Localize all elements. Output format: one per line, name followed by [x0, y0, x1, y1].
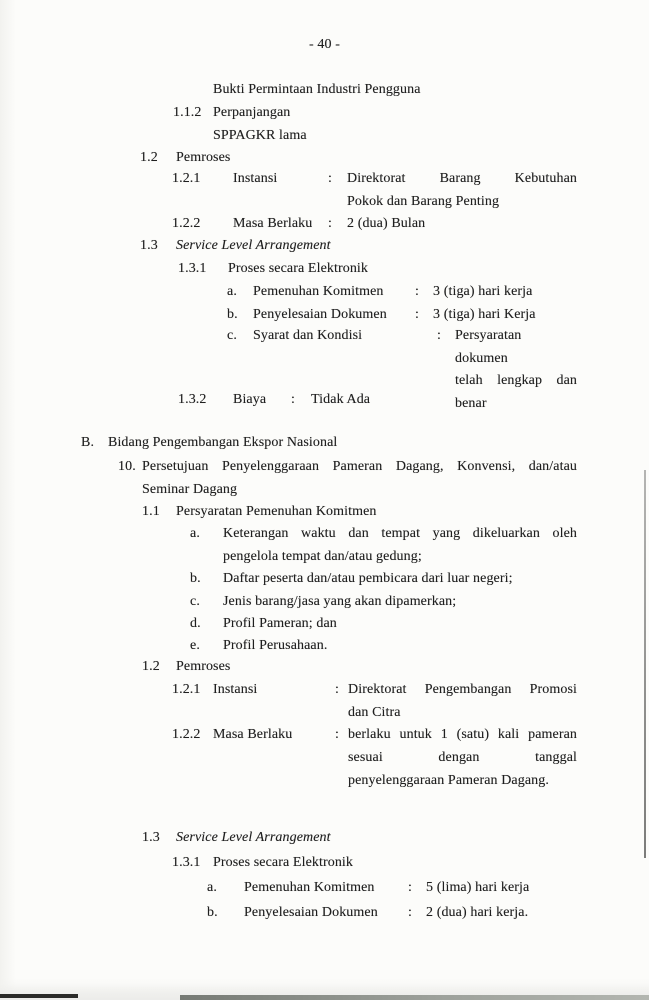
item-1-2 [142, 655, 230, 678]
sla-row [207, 901, 528, 924]
item-label: Persyaratan Pemenuhan Komitmen [176, 504, 377, 519]
value-line: Pokok dan Barang Penting [347, 194, 500, 209]
item-number: 10. [118, 459, 136, 474]
requirement-row [190, 523, 577, 568]
item-10 [118, 455, 577, 501]
list-bullet: d. [190, 616, 201, 631]
item-label: Perpanjangan [213, 105, 291, 120]
item-number: 1.3.1 [172, 855, 201, 870]
value-line: sesuai dengan tanggal [348, 750, 577, 765]
list-bullet: b. [190, 571, 201, 586]
item-1-3-1 [172, 851, 353, 874]
title-line: Persetujuan Penyelenggaraan Pameran Dagang, Konvensi, dan/atau [142, 459, 577, 474]
item-1-1 [142, 500, 377, 523]
item-number: 1.2.1 [172, 682, 201, 697]
item-1-2-1 [172, 678, 577, 724]
item-label: Masa Berlaku [213, 727, 293, 742]
colon-separator: : [328, 171, 332, 186]
scan-artifact-gray-bar [180, 995, 649, 1000]
page-number: - 40 - [309, 37, 340, 52]
section-title: Bidang Pengembangan Ekspor Nasional [108, 435, 338, 450]
item-number: 1.3.2 [178, 392, 207, 407]
sla-row [227, 280, 532, 303]
section-b-heading [81, 431, 337, 454]
list-bullet: c. [227, 328, 237, 343]
item-number: 1.1.2 [173, 105, 202, 120]
req-line: pengelola tempat dan/atau gedung; [223, 548, 422, 564]
sla-value: 5 (lima) hari kerja [426, 880, 530, 895]
item-number: 1.2.2 [172, 216, 201, 231]
req-line: Daftar peserta dan/atau pembicara dari luar negeri; [223, 571, 513, 586]
value-line: Direktorat Pengembangan Promosi [348, 682, 577, 697]
sla-label: Penyelesaian Dokumen [244, 905, 378, 920]
item-number: 1.3 [142, 830, 160, 845]
item-1-2-1 [172, 167, 577, 213]
item-number: 1.2 [140, 150, 158, 165]
requirement-row [190, 590, 456, 613]
item-1-2-2 [172, 723, 577, 792]
list-bullet: c. [190, 594, 200, 609]
list-bullet: a. [207, 880, 217, 895]
value-line: dan Citra [348, 705, 401, 720]
value-line: penyelenggaraan Pameran Dagang. [348, 773, 549, 788]
value-line: telah lengkap dan [455, 373, 577, 388]
item-number: 1.1 [142, 504, 160, 519]
req-line: Keterangan waktu dan tempat yang dikeluarkan oleh [223, 526, 577, 541]
item-1-2 [140, 146, 230, 169]
item-1-3 [140, 234, 331, 257]
colon-separator: : [335, 682, 339, 697]
sla-label: Pemenuhan Komitmen [253, 284, 384, 299]
value-line: Direktorat Barang Kebutuhan [347, 171, 577, 186]
item-1-3-1 [178, 257, 368, 280]
colon-separator: : [291, 392, 295, 407]
item-number: 1.2.2 [172, 727, 201, 742]
item-1-3 [142, 826, 331, 849]
requirement-text [223, 523, 577, 568]
list-bullet: a. [227, 284, 237, 299]
item-1-3-2 [178, 388, 370, 411]
requirement-row [190, 612, 337, 635]
colon-separator: : [328, 216, 332, 231]
list-bullet: b. [207, 905, 218, 920]
value-line: Persyaratan dokumen [455, 328, 522, 366]
sla-label: Penyelesaian Dokumen [253, 307, 387, 322]
item-label: Pemroses [176, 150, 231, 165]
item-number: 1.3.1 [178, 261, 207, 276]
colon-separator: : [415, 307, 419, 322]
colon-separator: : [335, 727, 339, 742]
item-label: Biaya [233, 392, 267, 407]
item-number: 1.2.1 [172, 171, 201, 186]
item-number: 1.3 [140, 238, 158, 253]
list-bullet: b. [227, 307, 238, 322]
colon-separator: : [408, 905, 412, 920]
item-label: Service Level Arrangement [176, 238, 331, 253]
evidence-line: Bukti Permintaan Industri Pengguna [213, 82, 421, 97]
item-label: Instansi [213, 682, 258, 697]
item-label: Masa Berlaku [233, 216, 313, 231]
item-title [142, 455, 577, 501]
item-label: Proses secara Elektronik [213, 855, 354, 870]
sla-label: Pemenuhan Komitmen [244, 880, 375, 895]
list-bullet: e. [190, 638, 200, 653]
list-bullet: a. [190, 526, 200, 541]
requirement-row [190, 567, 513, 590]
sla-value: 2 (dua) hari kerja. [426, 905, 529, 920]
sla-value [455, 325, 577, 415]
sla-value: 3 (tiga) hari kerja [433, 284, 533, 299]
value-line: benar [455, 395, 487, 411]
item-label: Pemroses [176, 659, 231, 674]
item-number: 1.2 [142, 659, 160, 674]
section-letter: B. [81, 435, 95, 450]
item-value [348, 678, 577, 724]
item-value: 2 (dua) Bulan [347, 216, 426, 231]
item-value [348, 723, 577, 792]
scan-artifact-vertical-line [644, 470, 646, 858]
item-value [347, 167, 577, 213]
item-1-1-2 [173, 101, 290, 124]
colon-separator: : [437, 328, 441, 343]
value-line: berlaku untuk 1 (satu) kali pameran [348, 727, 577, 742]
req-line: Profil Perusahaan. [223, 638, 328, 653]
sla-label: Syarat dan Kondisi [253, 328, 363, 343]
req-line: Jenis barang/jasa yang akan dipamerkan; [223, 594, 457, 609]
item-1-2-2 [172, 212, 425, 235]
sla-row [207, 876, 529, 899]
item-1-1-2-sub: SPPAGKR lama [213, 128, 307, 143]
item-label: Proses secara Elektronik [228, 261, 369, 276]
sla-row [227, 303, 536, 326]
item-label: Service Level Arrangement [176, 830, 331, 845]
scan-artifact-black-bar [0, 994, 78, 998]
req-line: Profil Pameran; dan [223, 616, 337, 631]
colon-separator: : [415, 284, 419, 299]
item-label: Instansi [233, 171, 278, 186]
sla-value: 3 (tiga) hari Kerja [433, 307, 536, 322]
title-line: Seminar Dagang [142, 482, 238, 497]
item-value: Tidak Ada [311, 392, 371, 407]
colon-separator: : [408, 880, 412, 895]
requirement-row [190, 634, 327, 657]
